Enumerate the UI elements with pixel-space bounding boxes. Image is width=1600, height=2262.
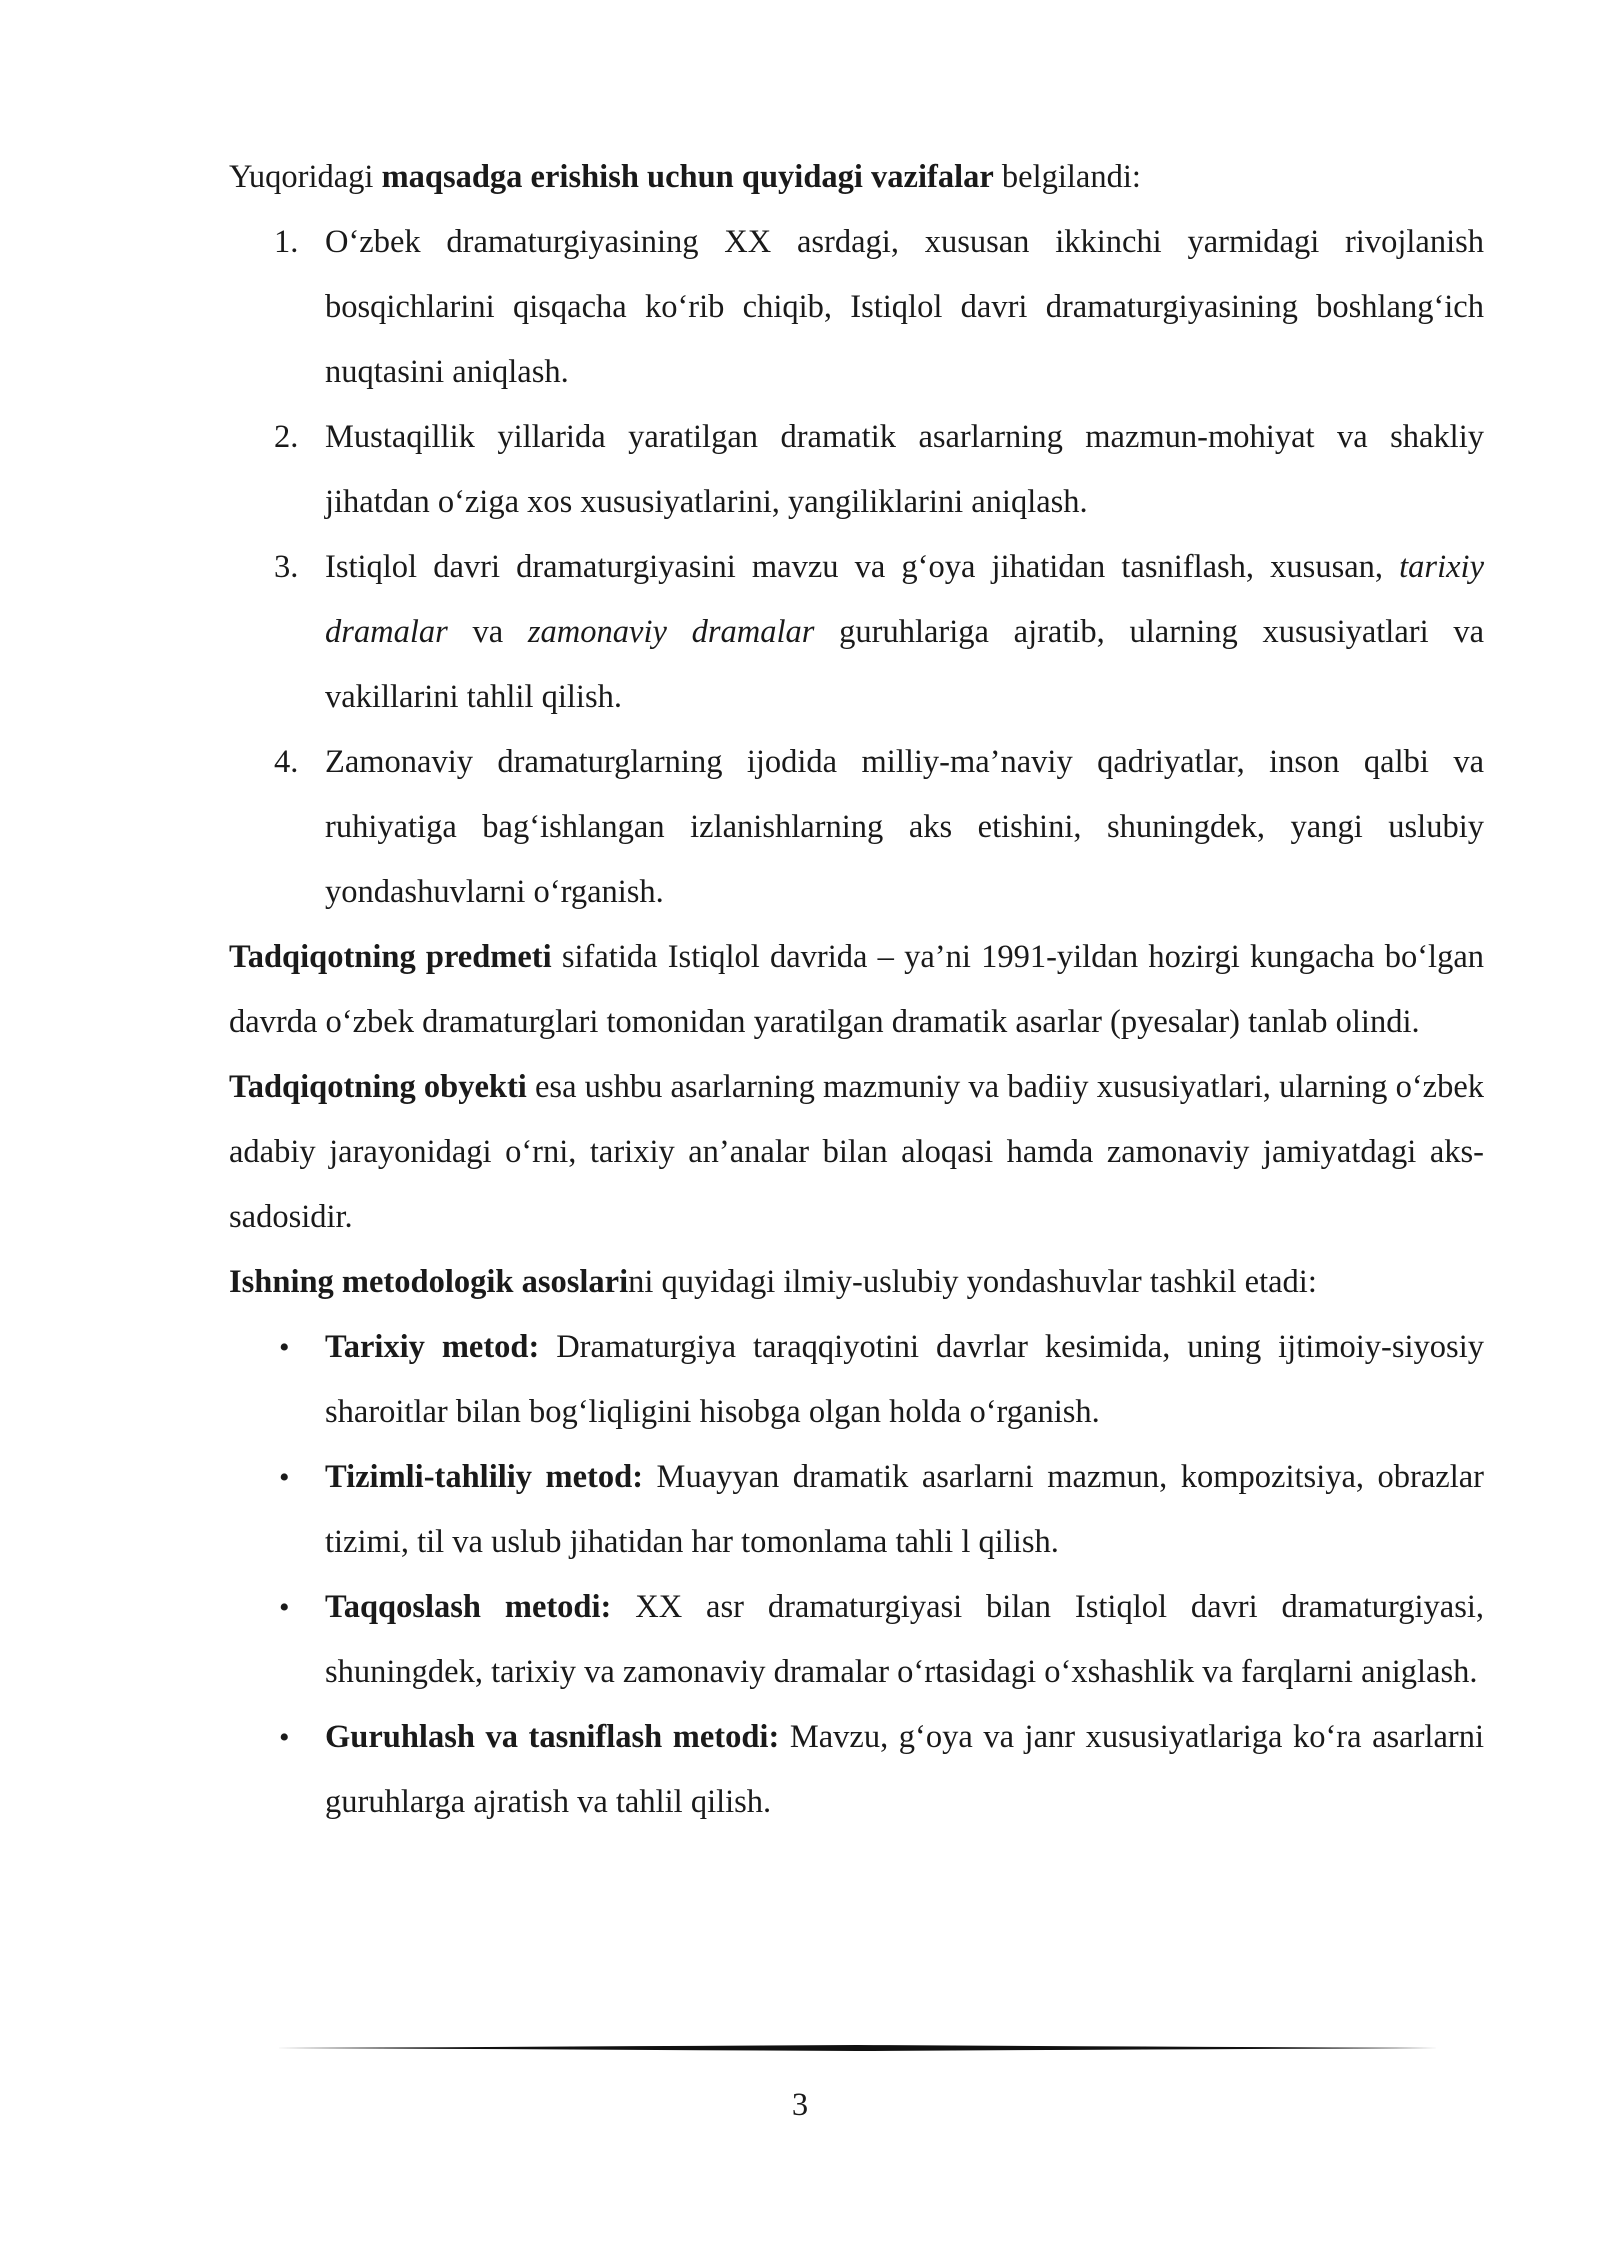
intro-bold: maqsadga erishish uchun quyidagi vazifalar: [381, 159, 994, 195]
list-item: • Taqqoslash metodi: XX asr dramaturgiyasi bilan Istiqlol davri dramaturgiyasi, shuningdek, tarixiy va zamonaviy dramalar o‘rtasidagi o‘xshashlik va farqlarni aniglash.: [229, 1575, 1484, 1705]
metod-heading: Ishning metodologik asoslari: [229, 1264, 629, 1300]
methods-list: [229, 1315, 1484, 1835]
list-item: 3. Istiqlol davri dramaturgiyasini mavzu va g‘oya jihatidan tasniflash, xususan, tarixiy dramalar va zamonaviy dramalar guruhlariga ajratib, ularning xususiyatlari va vakillarini tahlil qilish.: [229, 535, 1484, 730]
obyekt-paragraph: Tadqiqotning obyekti esa ushbu asarlarning mazmuniy va badiiy xususiyatlari, ularning o‘zbek adabiy jarayonidagi o‘rni, tarixiy an’analar bilan aloqasi hamda zamonaviy jamiyatdagi aks-sadosidir.: [229, 1069, 1484, 1235]
obyekt-heading: Tadqiqotning obyekti: [229, 1069, 527, 1105]
list-item: • Guruhlash va tasniflash metodi: Mavzu, g‘oya va janr xususiyatlariga ko‘ra asarlarni guruhlarga ajratish va tahlil qilish.: [229, 1705, 1484, 1835]
list-number: 1.: [274, 224, 299, 260]
list-item: 4. Zamonaviy dramaturglarning ijodida milliy-ma’naviy qadriyatlar, inson qalbi va ruhiyatiga bag‘ishlangan izlanishlarning aks etishini, shuningdek, yangi uslubiy yondashuvlarni o‘rganish.: [229, 730, 1484, 925]
metod-paragraph: Ishning metodologik asoslarini quyidagi ilmiy-uslubiy yondashuvlar tashkil etadi:: [229, 1264, 1317, 1300]
bullet-icon: •: [279, 1331, 290, 1364]
method-title: Tarixiy metod:: [325, 1329, 540, 1365]
document-body: [229, 145, 1484, 1835]
page-number: 3: [791, 2087, 809, 2123]
method-title: Guruhlash va tasniflash metodi:: [325, 1719, 780, 1755]
list-number: 2.: [274, 419, 299, 455]
predmet-paragraph: Tadqiqotning predmeti sifatida Istiqlol davrida – ya’ni 1991-yildan hozirgi kungacha bo‘lgan davrda o‘zbek dramaturglari tomonidan yaratilgan dramatik asarlar (pyesalar) tanlab olindi.: [229, 939, 1485, 1040]
predmet-heading: Tadqiqotning predmeti: [229, 939, 552, 975]
bullet-icon: •: [279, 1461, 290, 1494]
list-item: 1. O‘zbek dramaturgiyasining XX asrdagi, xususan ikkinchi yarmidagi rivojlanish bosqichlarini qisqacha ko‘rib chiqib, Istiqlol davri dramaturgiyasining boshlang‘ich nuqtasini aniqlash.: [229, 210, 1484, 405]
list-number: 4.: [274, 744, 299, 780]
list-item: • Tizimli-tahliliy metod: Muayyan dramatik asarlarni mazmun, kompozitsiya, obrazlar tizimi, til va uslub jihatidan har tomonlama tahli l qilish.: [229, 1445, 1484, 1575]
list-item: 2. Mustaqillik yillarida yaratilgan dramatik asarlarning mazmun-mohiyat va shakliy jihatdan o‘ziga xos xususiyatlarini, yangiliklarini aniqlash.: [229, 405, 1484, 535]
bullet-icon: •: [279, 1721, 290, 1754]
footer-divider: [276, 2044, 1438, 2052]
intro-paragraph: Yuqoridagi maqsadga erishish uchun quyidagi vazifalar belgilandi:: [229, 159, 1141, 195]
italic-term: tarixiy dramalar: [325, 549, 1484, 650]
method-title: Taqqoslash metodi:: [325, 1589, 612, 1625]
list-number: 3.: [274, 549, 299, 585]
bullet-icon: •: [279, 1591, 290, 1624]
italic-term: zamonaviy dramalar: [527, 614, 815, 650]
tasks-list: [229, 210, 1484, 925]
method-title: Tizimli-tahliliy metod:: [325, 1459, 644, 1495]
list-item: • Tarixiy metod: Dramaturgiya taraqqiyotini davrlar kesimida, uning ijtimoiy-siyosiy sharoitlar bilan bog‘liqligini hisobga olgan holda o‘rganish.: [229, 1315, 1484, 1445]
